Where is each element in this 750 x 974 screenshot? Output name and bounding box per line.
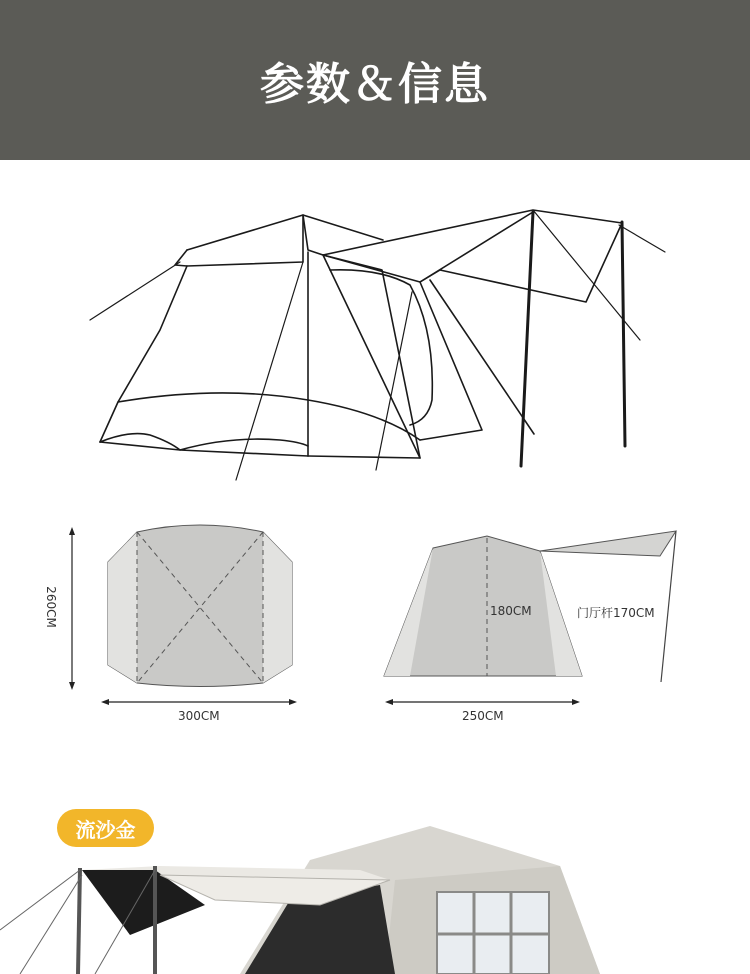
floor-depth-label: 260CM [43,586,58,628]
vestibule-pole-label: 门厅杆170CM [577,606,655,620]
page-title: 参数＆信息 [260,59,490,110]
tent-photo [0,826,600,974]
tent-height-label: 180CM [490,604,532,618]
color-variant-badge: 流沙金 [57,809,154,847]
side-length-label: 250CM [462,709,504,723]
floor-width-label: 300CM [178,709,220,723]
floor-plan-diagram [69,525,297,705]
tent-line-drawing [90,210,665,480]
